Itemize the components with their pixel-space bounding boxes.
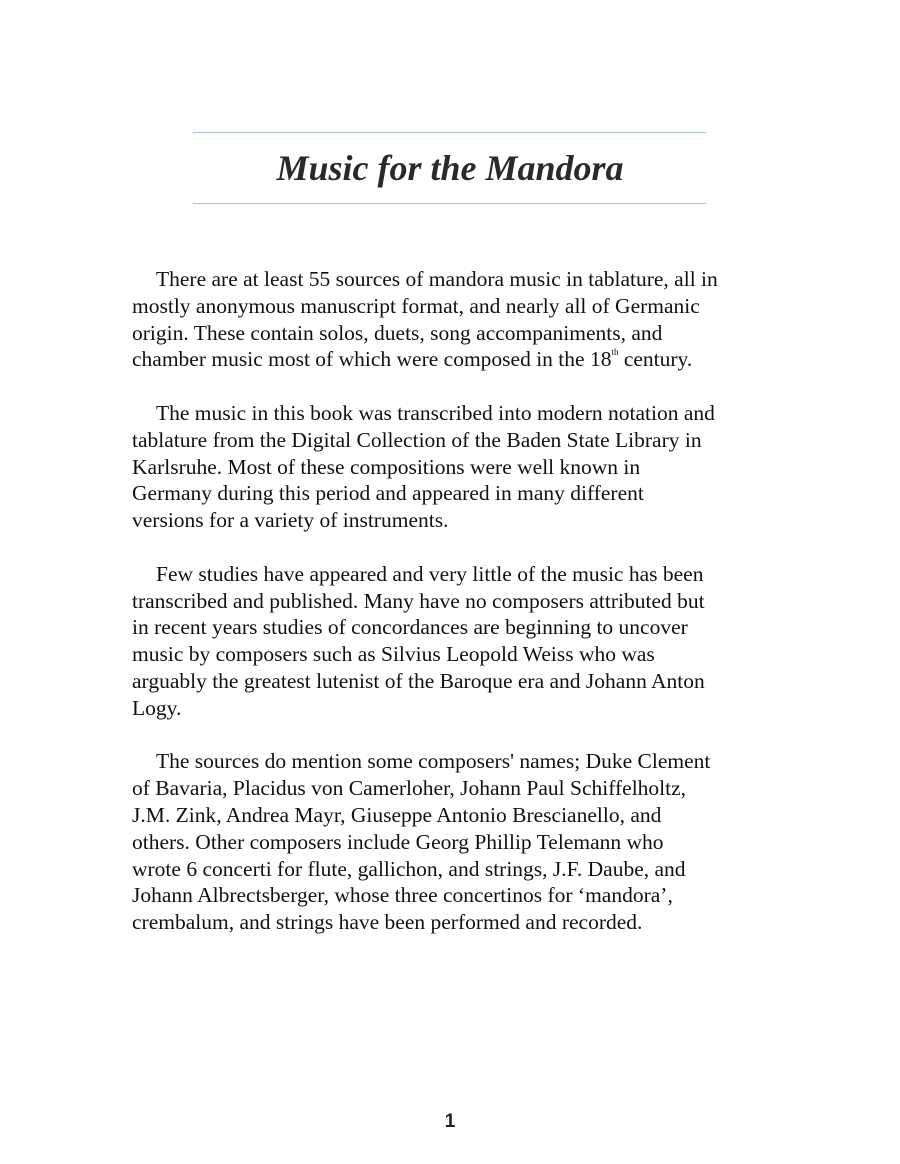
body-text <box>132 266 792 963</box>
paragraph-studies <box>132 561 792 722</box>
title-rule-top <box>193 132 706 133</box>
text-line: crembalum, and strings have been performed and recorded. <box>132 910 643 935</box>
text-line: Karlsruhe. Most of these compositions were well known in <box>132 454 641 479</box>
paragraph-sources <box>132 266 792 373</box>
paragraph-composers <box>132 748 792 936</box>
text-line: tablature from the Digital Collection of the Baden State Library in <box>132 427 702 452</box>
text-fragment: century. <box>618 347 693 372</box>
text-line: Logy. <box>132 695 182 720</box>
text-line: versions for a variety of instruments. <box>132 508 449 533</box>
text-line: The sources do mention some composers' names; Duke Clement <box>156 749 711 774</box>
text-line: of Bavaria, Placidus von Camerloher, Johann Paul Schiffelholtz, <box>132 776 687 801</box>
text-line: mostly anonymous manuscript format, and nearly all of Germanic <box>132 293 700 318</box>
text-line: There are at least 55 sources of mandora music in tablature, all in <box>156 267 718 291</box>
text-fragment: chamber music most of which were composed in the 18 <box>132 347 612 372</box>
ordinal-suffix: th <box>611 347 619 358</box>
text-line: arguably the greatest lutenist of the Baroque era and Johann Anton <box>132 668 705 693</box>
text-line: transcribed and published. Many have no composers attributed but <box>132 588 705 613</box>
page-title: Music for the Mandora <box>276 148 624 188</box>
title-rule-bottom <box>193 203 706 204</box>
text-line: others. Other composers include Georg Phillip Telemann who <box>132 829 664 854</box>
text-line <box>132 346 792 373</box>
text-line: J.M. Zink, Andrea Mayr, Giuseppe Antonio Brescianello, and <box>132 802 662 827</box>
text-line: in recent years studies of concordances are beginning to uncover <box>132 615 688 640</box>
text-line: wrote 6 concerti for flute, gallichon, and strings, J.F. Daube, and <box>132 856 686 881</box>
text-line: origin. These contain solos, duets, song accompaniments, and <box>132 320 663 345</box>
paragraph-transcription <box>132 400 792 534</box>
text-line: music by composers such as Silvius Leopold Weiss who was <box>132 642 655 667</box>
text-line: Johann Albrectsberger, whose three concertinos for ‘mandora’, <box>132 883 673 908</box>
text-line: The music in this book was transcribed into modern notation and <box>156 400 715 425</box>
page-number: 1 <box>444 1111 456 1132</box>
text-line: Few studies have appeared and very little of the music has been <box>156 561 704 586</box>
text-line: Germany during this period and appeared in many different <box>132 481 644 506</box>
